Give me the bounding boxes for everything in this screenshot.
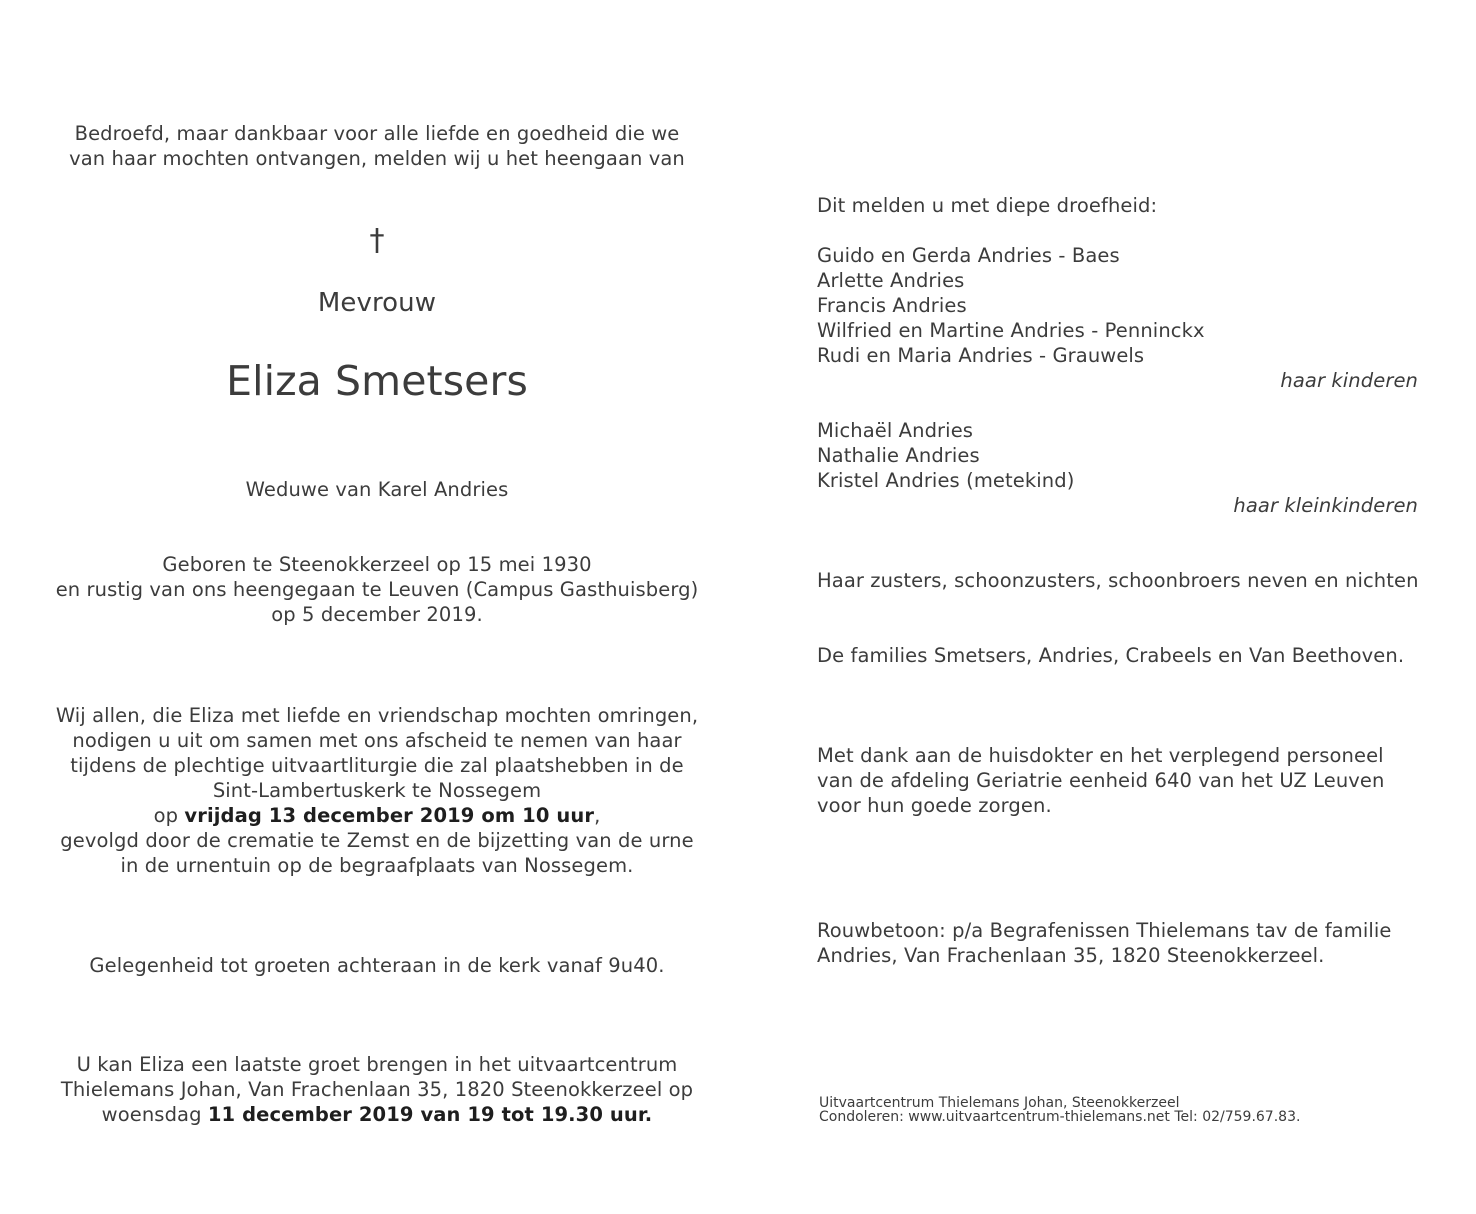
visit-line-2: Thielemans Johan, Van Frachenlaan 35, 1820 Steenokkerzeel op — [60, 1078, 694, 1101]
footer-line-1: Uitvaartcentrum Thielemans Johan, Steenokkerzeel — [819, 1095, 1180, 1111]
birth-line-1: Geboren te Steenokkerzeel op 15 mei 1930 — [162, 553, 592, 576]
footer-line-2: Condoleren: www.uitvaartcentrum-thielemans.net Tel: 02/759.67.83. — [819, 1109, 1301, 1125]
grandchild-2: Nathalie Andries — [817, 444, 980, 467]
service-date-line — [0, 803, 754, 828]
condolence-line-1: Rouwbetoon: p/a Begrafenissen Thielemans tav de familie — [817, 919, 1392, 942]
thanks-line-3: voor hun goede zorgen. — [817, 794, 1052, 817]
thanks-line-2: van de afdeling Geriatrie eenheid 640 van het UZ Leuven — [817, 769, 1385, 792]
cremation-line-1: gevolgd door de crematie te Zemst en de bijzetting van de urne — [60, 829, 694, 852]
birth-line-3: op 5 december 2019. — [271, 603, 483, 626]
invitation-line-2: nodigen u uit om samen met ons afscheid te nemen van haar — [72, 729, 682, 752]
deceased-name: Eliza Smetsers — [226, 357, 528, 405]
widow-line: Weduwe van Karel Andries — [245, 478, 509, 501]
greeting-line: Gelegenheid tot groeten achteraan in de kerk vanaf 9u40. — [89, 954, 665, 977]
visit-line-1: U kan Eliza een laatste groet brengen in het uitvaartcentrum — [76, 1053, 678, 1076]
families-line: De families Smetsers, Andries, Crabeels en Van Beethoven. — [817, 644, 1405, 667]
cremation-line-2: in de urnentuin op de begraafplaats van Nossegem. — [120, 854, 634, 877]
invitation-line-4: Sint-Lambertuskerk te Nossegem — [212, 779, 542, 802]
invitation-line-1: Wij allen, die Eliza met liefde en vriendschap mochten omringen, — [55, 704, 699, 727]
grandchildren-label: haar kleinkinderen — [1233, 494, 1418, 517]
visit-date: 11 december 2019 van 19 tot 19.30 uur. — [207, 1103, 653, 1126]
invitation-line-3: tijdens de plechtige uitvaartliturgie die zal plaatshebben in de — [70, 754, 684, 777]
service-suffix: , — [594, 804, 601, 827]
children-label: haar kinderen — [1280, 369, 1418, 392]
child-4: Wilfried en Martine Andries - Penninckx — [817, 319, 1205, 342]
birth-line-2: en rustig van ons heengegaan te Leuven (Campus Gasthuisberg) — [55, 578, 699, 601]
visit-prefix: woensdag — [101, 1103, 208, 1126]
child-2: Arlette Andries — [817, 269, 965, 292]
service-date: vrijdag 13 december 2019 om 10 uur — [184, 804, 595, 827]
child-1: Guido en Gerda Andries - Baes — [817, 244, 1120, 267]
intro-line-1: Bedroefd, maar dankbaar voor alle liefde en goedheid die we — [74, 122, 680, 145]
announce-line: Dit melden u met diepe droefheid: — [817, 194, 1158, 217]
visit-date-line — [0, 1102, 754, 1127]
title-mevrouw: Mevrouw — [317, 288, 437, 318]
condolence-line-2: Andries, Van Frachenlaan 35, 1820 Steenokkerzeel. — [817, 944, 1325, 967]
grandchild-3: Kristel Andries (metekind) — [817, 469, 1075, 492]
thanks-line-1: Met dank aan de huisdokter en het verplegend personeel — [817, 744, 1384, 767]
intro-line-2: van haar mochten ontvangen, melden wij u het heengaan van — [69, 147, 685, 170]
service-prefix: op — [153, 804, 185, 827]
siblings-line: Haar zusters, schoonzusters, schoonbroers neven en nichten — [817, 569, 1419, 592]
grandchild-1: Michaël Andries — [817, 419, 974, 442]
child-3: Francis Andries — [817, 294, 967, 317]
cross-icon: † — [369, 223, 385, 258]
child-5: Rudi en Maria Andries - Grauwels — [817, 344, 1145, 367]
